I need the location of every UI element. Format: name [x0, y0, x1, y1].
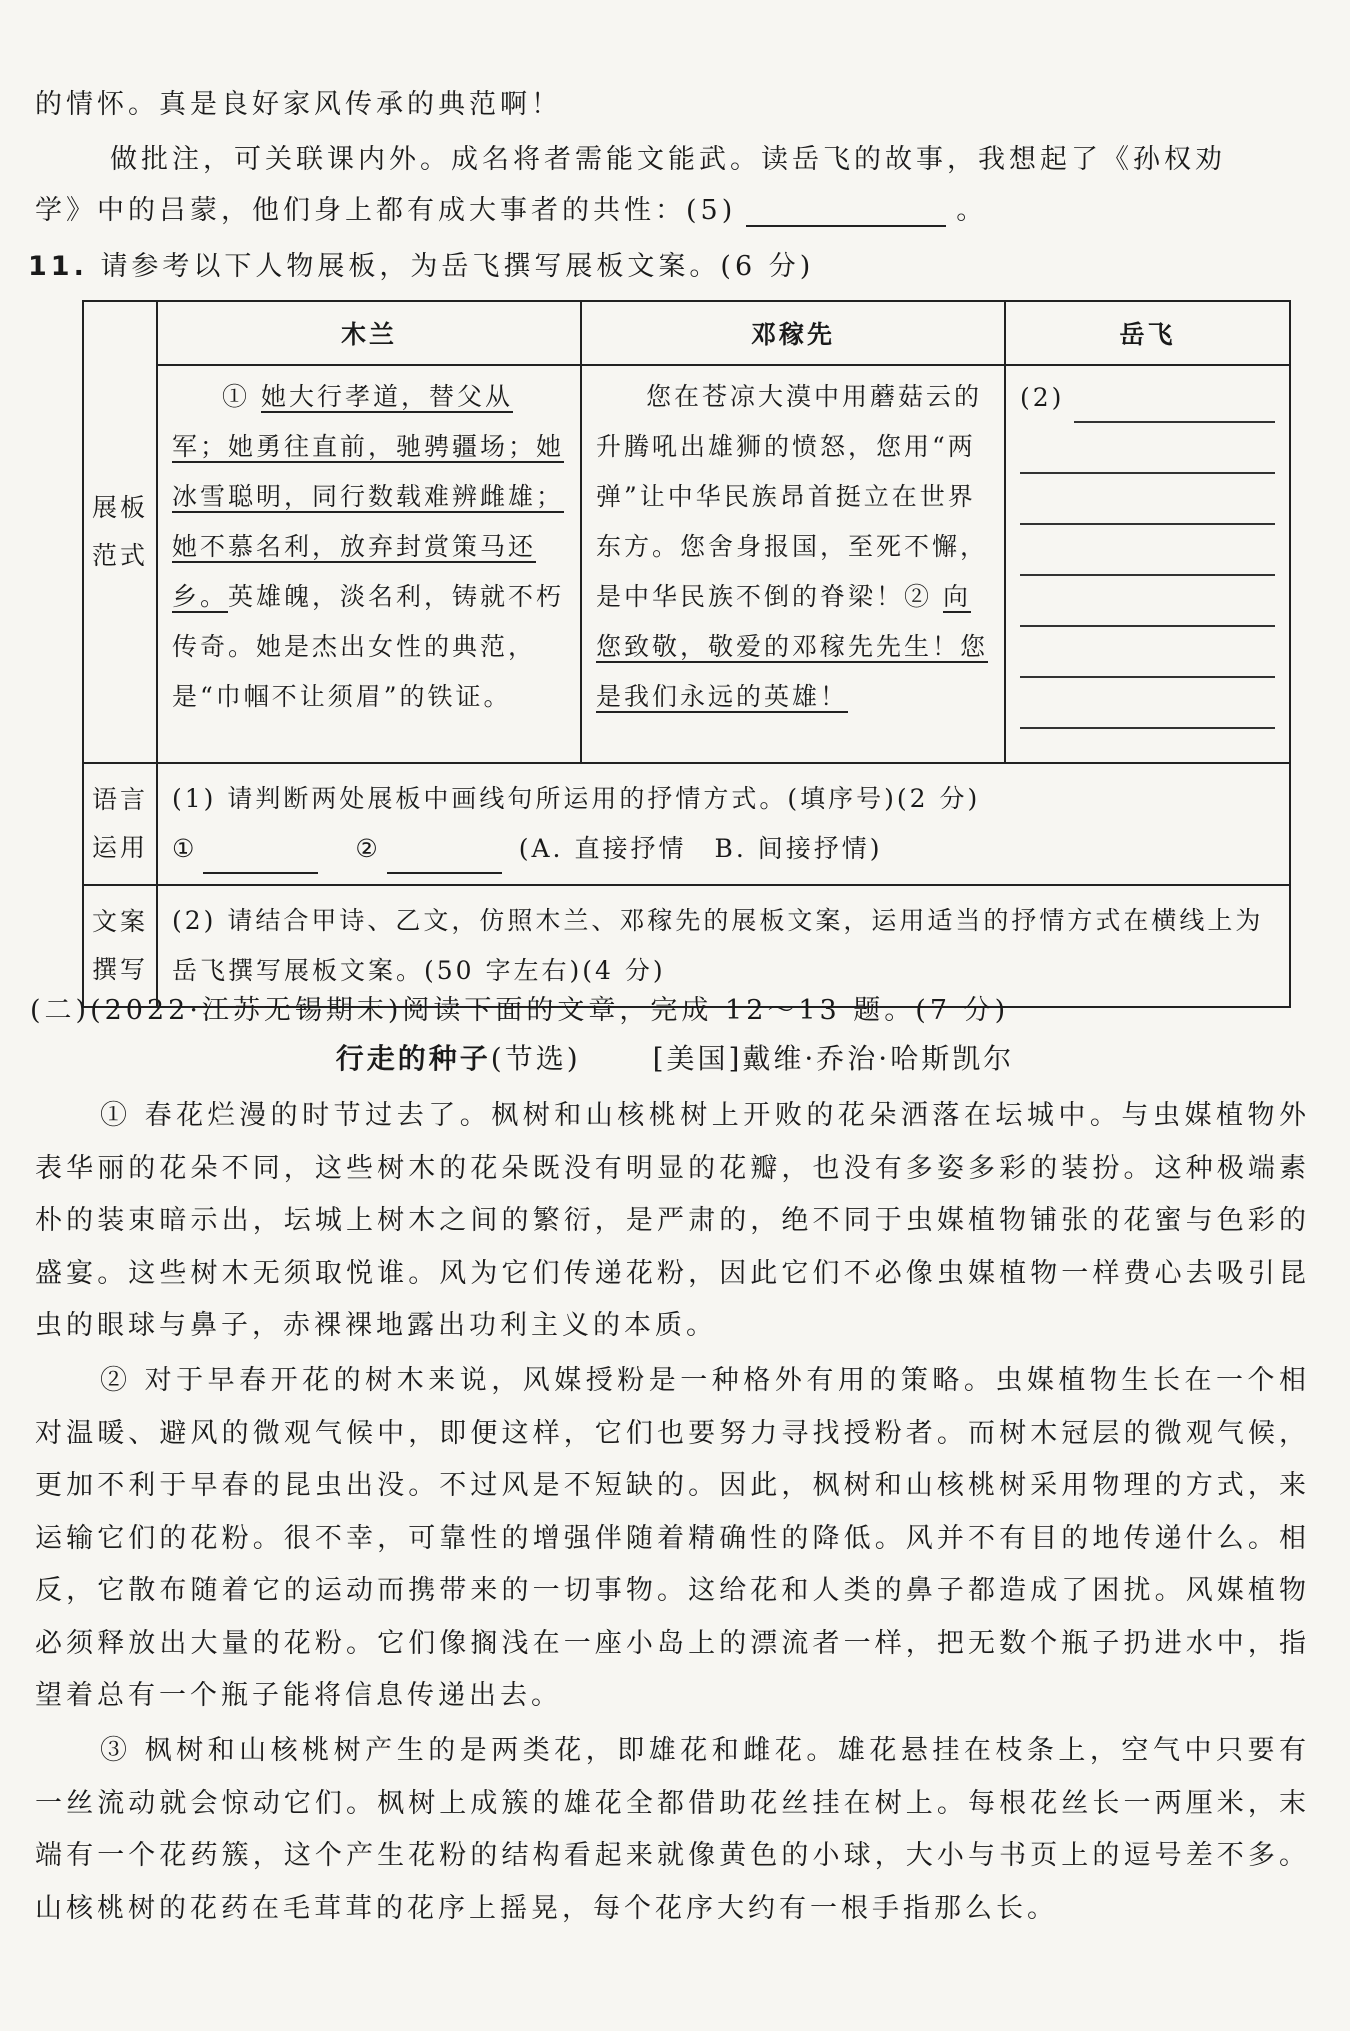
underlined-sentence: 她大行孝道，替父从军；她勇往直前，驰骋疆场；她冰雪聪明，同行数载难辨雌雄；她不慕名利，放弃封赏策马还乡。 [172, 382, 565, 611]
answer-line[interactable] [1074, 372, 1275, 423]
header-deng: 邓稼先 [581, 301, 1005, 365]
answer-number: (2) [1020, 383, 1065, 412]
article-author: [美国]戴维·乔治·哈斯凯尔 [652, 1042, 1015, 1075]
answer-blank[interactable] [746, 195, 946, 227]
mulan-text-cell: ① 她大行孝道，替父从军；她勇往直前，驰骋疆场；她冰雪聪明，同行数载难辨雌雄；她不慕名利，放弃封赏策马还乡。英雄魄，淡名利，铸就不朽传奇。她是杰出女性的典范，是“巾帼不让须眉”的铁证。 [157, 365, 581, 763]
text-line [35, 188, 1320, 227]
underlined-sentence: 向您致敬，敬爱的邓稼先先生！您是我们永远的英雄！ [596, 582, 989, 711]
answer-blank[interactable] [203, 844, 318, 874]
article-title: 行走的种子(节选) [美国]戴维·乔治·哈斯凯尔 [335, 1042, 1015, 1075]
answer-line[interactable] [1020, 474, 1275, 525]
header-mulan: 木兰 [157, 301, 581, 365]
display-board-table [82, 300, 1291, 1008]
text-segment: 。 [956, 195, 988, 226]
row-label-yuyan: 语言 运用 [83, 763, 157, 885]
section-header: (二)(2022·江苏无锡期末)阅读下面的文章，完成 12～13 题。(7 分) [30, 995, 1010, 1026]
question-number: 11. [28, 251, 88, 282]
paragraph-2: ② 对于早春开花的树木来说，风媒授粉是一种格外有用的策略。虫媒植物生长在一个相对温暖、避风的微观气候中，即便这样，它们也要努力寻找授粉者。而树木冠层的微观气候，更加不利于早春的昆虫出没。不过风是不短缺的。因此，枫树和山核桃树采用物理的方式，来运输它们的花粉。很不幸，可靠性的增强伴随着精确性的降低。风并不有目的地传递什么。相反，它散布随着它的运动而携带来的一切事物。这给花和人类的鼻子都造成了困扰。风媒植物必须释放出大量的花粉。它们像搁浅在一座小岛上的漂流者一样，把无数个瓶子扔进水中，指望着总有一个瓶子能将信息传递出去。 [35, 1365, 1310, 1711]
deng-text-cell: 您在苍凉大漠中用蘑菇云的升腾吼出雄狮的愤怒，您用“两弹”让中华民族昂首挺立在世界东方。您舍身报国，至死不懈，是中华民族不倒的脊梁！② 向您致敬，敬爱的邓稼先先生！您是我们永远的英雄！ [581, 365, 1005, 763]
answer-line[interactable] [1020, 627, 1275, 678]
question-text: 请参考以下人物展板，为岳飞撰写展板文案。(6 分) [100, 251, 815, 282]
question-11 [28, 244, 1320, 283]
paragraph-3: ③ 枫树和山核桃树产生的是两类花，即雄花和雌花。雄花悬挂在枝条上，空气中只要有一丝流动就会惊动它们。枫树上成簇的雄花全都借助花丝挂在树上。每根花丝长一两厘米，末端有一个花药簇，这个产生花粉的结构看起来就像黄色的小球，大小与书页上的逗号差不多。山核桃树的花药在毛茸茸的花序上摇晃，每个花序大约有一根手指那么长。 [35, 1735, 1310, 1924]
answer-line[interactable] [1020, 576, 1275, 627]
answer-line[interactable] [1020, 525, 1275, 576]
text-line: 做批注，可关联课内外。成名将者需能文能武。读岳飞的故事，我想起了《孙权劝 [110, 144, 1226, 175]
header-yuefei: 岳飞 [1005, 301, 1290, 365]
answer-line[interactable] [1020, 678, 1275, 729]
language-use-cell: (1) 请判断两处展板中画线句所运用的抒情方式。(填序号)(2 分) ① ② (A. 直接抒情 B. 间接抒情) [157, 763, 1290, 885]
answer-blank[interactable] [387, 844, 502, 874]
row-label-fanshi: 展板 范式 [83, 301, 157, 763]
copywriting-cell: (2) 请结合甲诗、乙文，仿照木兰、邓稼先的展板文案，运用适当的抒情方式在横线上为岳飞撰写展板文案。(50 字左右)(4 分) [157, 885, 1290, 1007]
answer-line[interactable] [1020, 423, 1275, 474]
text-line: 的情怀。真是良好家风传承的典范啊！ [35, 89, 562, 120]
yuefei-answer-cell [1005, 365, 1290, 763]
paragraph-1: ① 春花烂漫的时节过去了。枫树和山核桃树上开败的花朵洒落在坛城中。与虫媒植物外表华丽的花朵不同，这些树木的花朵既没有明显的花瓣，也没有多姿多彩的装扮。这种极端素朴的装束暗示出，坛城上树木之间的繁衍，是严肃的，绝不同于虫媒植物铺张的花蜜与色彩的盛宴。这些树木无须取悦谁。风为它们传递花粉，因此它们不必像虫媒植物一样费心去吸引昆虫的眼球与鼻子，赤裸裸地露出功利主义的本质。 [35, 1100, 1310, 1341]
text-segment: 学》中的吕蒙，他们身上都有成大事者的共性：(5) [35, 195, 737, 226]
row-label-wenan: 文案 撰写 [83, 885, 157, 1007]
